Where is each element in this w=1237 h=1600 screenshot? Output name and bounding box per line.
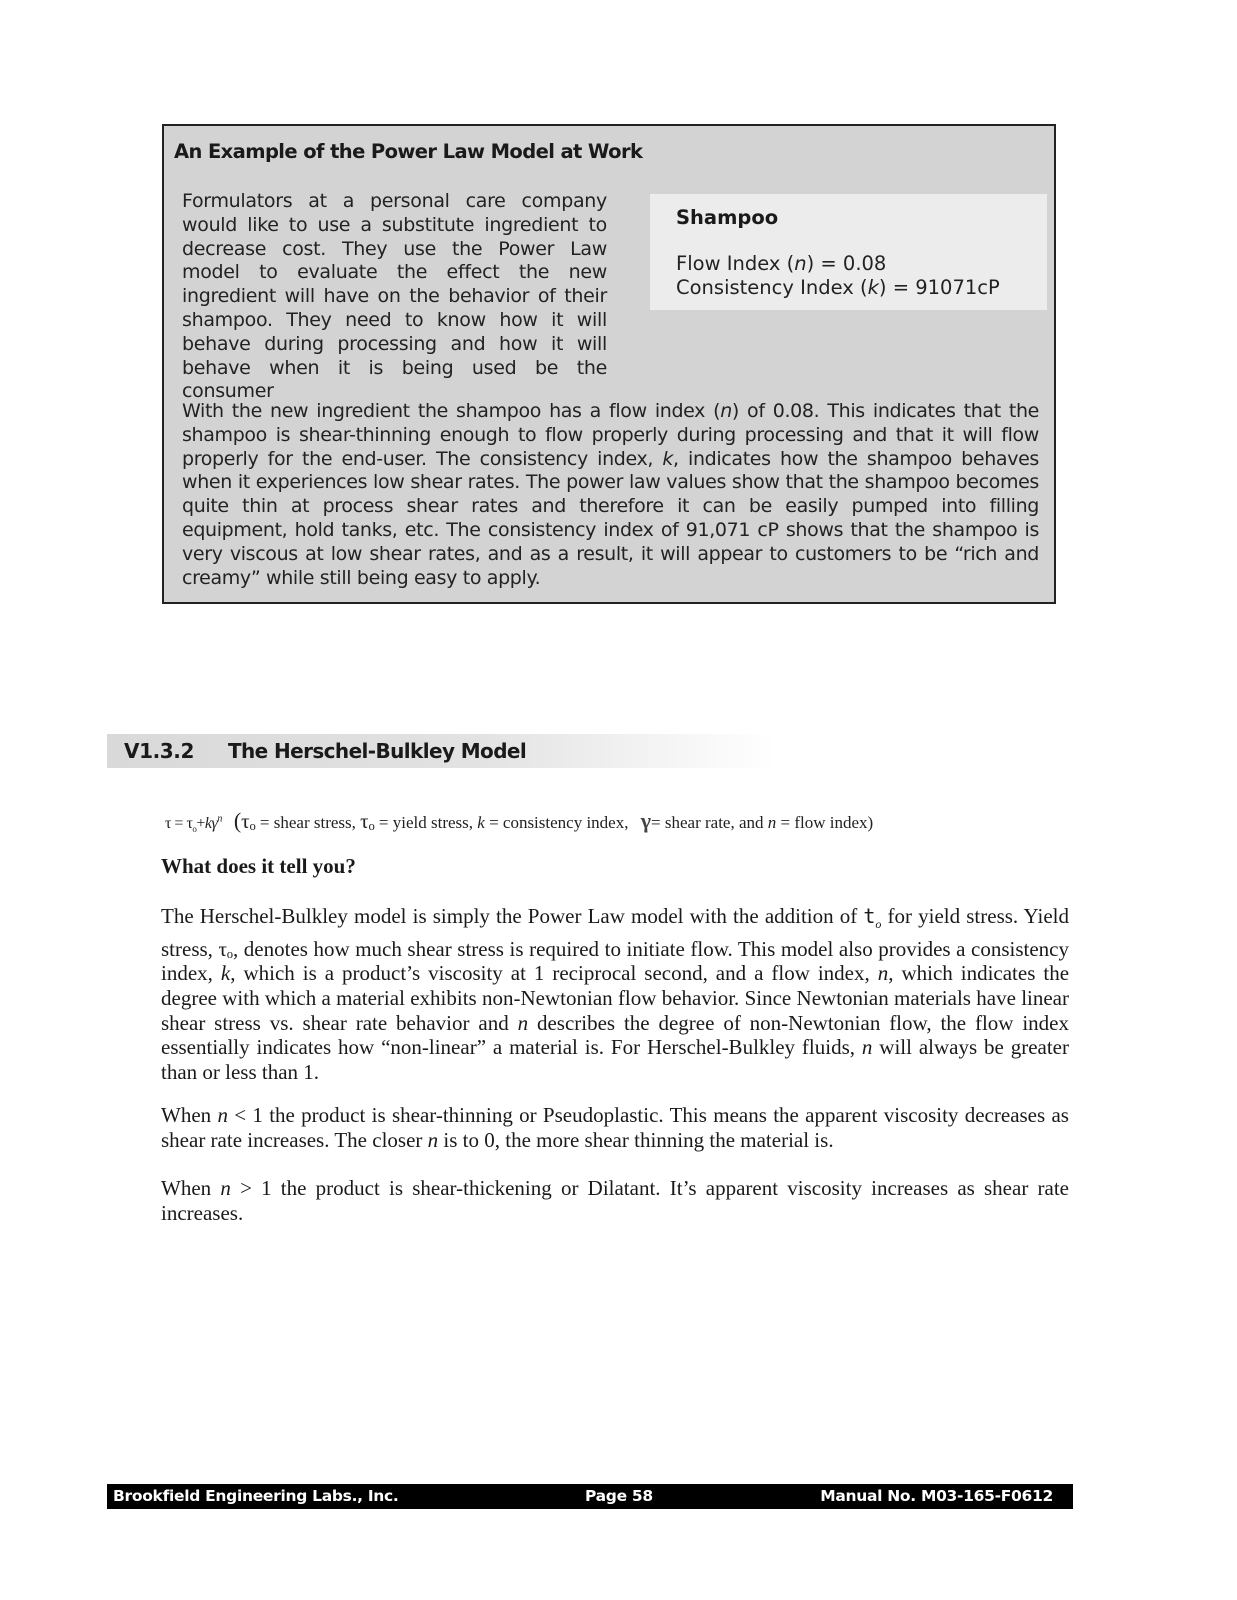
formula-plus: +	[196, 815, 205, 832]
text-run: > 1 the product is shear-thickening or Dilatant. It’s apparent viscosity increases as shear rate increases.	[161, 1176, 1069, 1225]
example-title: An Example of the Power Law Model at Work	[174, 140, 643, 163]
text-run: When	[161, 1176, 221, 1200]
symbol-n: n	[861, 1035, 873, 1060]
symbol-n: n	[220, 1176, 231, 1200]
paragraph-herschel-bulkley	[161, 904, 1069, 1084]
text-run: ) of 0.08. This indicates that the shampoo is shear-thinning enough to flow properly during processing and that it will flow properly for the end-user. The consistency index,	[182, 400, 1039, 470]
footer-manual-number: Manual No. M03-165-F0612	[820, 1487, 1053, 1505]
text-run: , which is a product’s viscosity at 1 reciprocal second, and a flow index,	[230, 961, 878, 986]
consistency-index-symbol: k	[867, 276, 879, 299]
shampoo-panel	[650, 194, 1047, 310]
formula-k: k	[204, 815, 212, 832]
gamma-symbol: γ	[640, 808, 652, 833]
tau-yield-symbol: τₒ	[218, 936, 233, 961]
text-run: < 1 the product is shear-thinning or Pseudoplastic. This means the apparent viscosity decreases as shear rate increases. The closer	[161, 1103, 1069, 1152]
consistency-index-value: ) = 91071cP	[878, 276, 1000, 299]
flow-index-value: ) = 0.08	[806, 252, 887, 275]
def-shear-stress: = shear stress,	[255, 813, 361, 832]
text-run: With the new ingredient the shampoo has a flow index (	[182, 400, 721, 422]
example-intro: Formulators at a personal care company would like to use a substitute ingredient to decrease cost. They use the Power Law model to evaluate the effect the new ingredient will have on the behavior of their shampoo. They need to know how it will behave during processing and how it will behave when it is being used be the consumer	[182, 190, 607, 403]
example-box	[162, 124, 1056, 604]
def-yield-stress: = yield stress,	[374, 813, 478, 832]
section-title: The Herschel-Bulkley Model	[228, 739, 527, 763]
flow-index-line	[676, 252, 886, 275]
text-run: is to 0, the more shear thinning the material is.	[438, 1127, 834, 1152]
n-symbol: n	[767, 813, 777, 832]
page-footer	[107, 1484, 1073, 1509]
paragraph-shear-thinning	[161, 1103, 1069, 1152]
flow-index-label: Flow Index (	[676, 252, 795, 275]
text-run: , indicates how the shampoo behaves when it experiences low shear rates. The power law values show that the shampoo becomes quite thin at process shear rates and therefore it can be easily pumped into filling equipment, hold tanks, etc. The consistency index of 91,071 cP shows that the shampoo is very viscous at low shear rates, and as a result, it will appear to customers to be “rich and creamy” while still being easy to apply.	[182, 447, 1039, 589]
footer-company: Brookfield Engineering Labs., Inc.	[113, 1487, 399, 1505]
symbol-n: n	[517, 1010, 529, 1035]
formula-sub: o	[192, 824, 197, 835]
tau-subscript: o	[875, 917, 882, 932]
text-run: will always be greater than or less than 1.	[161, 1035, 1069, 1084]
tau-symbol: t	[863, 904, 876, 928]
symbol-n: n	[427, 1127, 439, 1152]
section-number: V1.3.2	[124, 739, 195, 763]
tau-yield-symbol: τₒ	[360, 809, 375, 833]
equation-formula	[165, 813, 222, 835]
def-consistency: = consistency index,	[484, 813, 633, 832]
formula-exp: n	[217, 813, 222, 825]
flow-index-symbol: n	[794, 252, 807, 275]
question-heading: What does it tell you?	[161, 854, 356, 878]
example-conclusion	[182, 400, 1039, 590]
def-flow-index: = flow index)	[776, 813, 874, 832]
symbol-k: k	[220, 961, 231, 986]
k-symbol: k	[477, 813, 485, 832]
text-run: , which indicates the degree with which a material exhibits non-Newtonian flow behavior. Since Newtonian materials have linear shear stress vs. shear rate behavior and	[161, 961, 1070, 1035]
section-header	[107, 734, 775, 768]
symbol-n: n	[217, 1103, 228, 1127]
open-paren: (	[233, 808, 242, 833]
consistency-index-line	[676, 276, 1000, 299]
text-run: When	[161, 1103, 218, 1127]
tau-symbol: τₒ	[241, 809, 256, 833]
text-run: for yield stress. Yield stress,	[161, 904, 1069, 961]
symbol-n: n	[720, 400, 732, 422]
formula-tau: τ = τ	[165, 815, 193, 832]
formula-gamma: γ	[211, 815, 218, 832]
footer-page-number: Page 58	[585, 1487, 653, 1505]
symbol-n: n	[877, 961, 889, 986]
paragraph-shear-thickening	[161, 1176, 1069, 1225]
text-run: The Herschel-Bulkley model is simply the Power Law model with the addition of	[161, 904, 864, 928]
shampoo-title: Shampoo	[676, 206, 779, 229]
def-shear-rate: = shear rate, and	[651, 813, 768, 832]
symbol-k: k	[662, 447, 674, 470]
text-run: describes the degree of non-Newtonian flow, the flow index essentially indicates how “non-linear” a material is. For Herschel-Bulkley fluids,	[161, 1010, 1069, 1060]
consistency-index-label: Consistency Index (	[676, 276, 868, 299]
equation-line	[165, 808, 873, 834]
text-run: , denotes how much shear stress is required to initiate flow. This model also provides a consistency index,	[161, 936, 1069, 986]
